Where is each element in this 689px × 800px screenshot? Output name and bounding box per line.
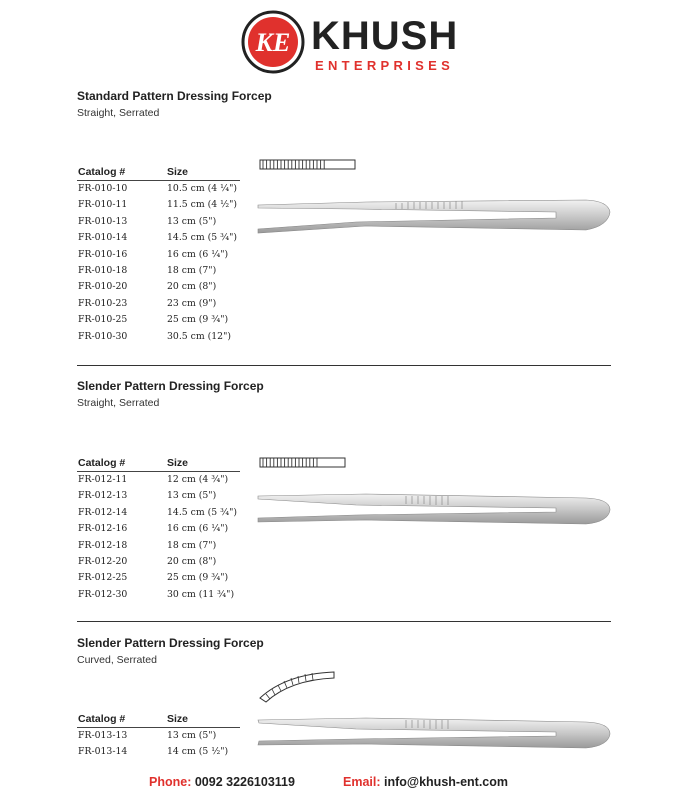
- footer-phone: [149, 775, 295, 789]
- table-header-row: [77, 457, 240, 472]
- table-row: [77, 744, 240, 760]
- catalog-number: FR-012-30: [78, 588, 128, 600]
- catalog-table-1: [77, 166, 240, 345]
- table-row: [77, 247, 240, 263]
- size-value: 25 cm (9 ¾"): [167, 314, 229, 326]
- catalog-number: FR-010-18: [78, 265, 128, 277]
- catalog-number: FR-010-10: [78, 183, 128, 194]
- catalog-table-3: [77, 713, 240, 761]
- section-1-subtitle: Straight, Serrated: [77, 107, 160, 119]
- phone-label: Phone:: [149, 775, 192, 789]
- catalog-number: FR-010-25: [78, 314, 128, 326]
- table-row: [77, 728, 240, 745]
- table-row: [77, 279, 240, 295]
- size-value: 13 cm (5"): [167, 730, 217, 741]
- email-label: Email:: [343, 775, 381, 789]
- size-value: 16 cm (6 ¼"): [167, 523, 229, 535]
- size-value: 20 cm (8"): [167, 556, 217, 568]
- table-row: [77, 214, 240, 230]
- size-column-header: Size: [166, 457, 240, 472]
- table-row: [77, 263, 240, 279]
- catalog-number: FR-012-16: [78, 523, 128, 535]
- table-row: [77, 570, 240, 586]
- catalog-column-header: Catalog #: [77, 713, 166, 728]
- section-2-title: Slender Pattern Dressing Forcep: [77, 379, 264, 393]
- table-row: [77, 505, 240, 521]
- catalog-number: FR-012-14: [78, 506, 128, 518]
- catalog-number: FR-012-11: [78, 474, 128, 485]
- section-3-title: Slender Pattern Dressing Forcep: [77, 636, 264, 650]
- table-row: [77, 197, 240, 213]
- catalog-number: FR-013-14: [78, 746, 128, 758]
- section-1-title: Standard Pattern Dressing Forcep: [77, 89, 272, 103]
- table-header-row: [77, 166, 240, 181]
- size-value: 30 cm (11 ¾"): [167, 588, 235, 600]
- size-value: 14.5 cm (5 ¾"): [167, 232, 238, 244]
- section-2-subtitle: Straight, Serrated: [77, 397, 160, 409]
- catalog-number: FR-012-25: [78, 572, 128, 584]
- brand-subtitle: ENTERPRISES: [315, 58, 455, 73]
- table-row: [77, 488, 240, 504]
- size-value: 16 cm (6 ¼"): [167, 248, 229, 260]
- catalog-table-2: [77, 457, 240, 603]
- catalog-number: FR-010-23: [78, 297, 128, 309]
- size-value: 13 cm (5"): [167, 215, 217, 227]
- brand-name: KHUSH: [311, 14, 459, 58]
- forcep-straight-illustration: [256, 196, 614, 240]
- size-value: 25 cm (9 ¾"): [167, 572, 229, 584]
- size-value: 10.5 cm (4 ¼"): [167, 183, 238, 194]
- catalog-number: FR-010-11: [78, 199, 128, 211]
- size-value: 14.5 cm (5 ¾"): [167, 506, 238, 518]
- catalog-number: FR-010-30: [78, 330, 128, 342]
- table-row: [77, 296, 240, 312]
- size-value: 13 cm (5"): [167, 490, 217, 502]
- size-value: 30.5 cm (12"): [167, 330, 231, 342]
- size-value: 14 cm (5 ½"): [167, 746, 229, 758]
- table-row: [77, 554, 240, 570]
- forcep-curved-illustration: [256, 712, 614, 754]
- jaw-detail-icon: [258, 158, 358, 172]
- email-link[interactable]: info@khush-ent.com: [384, 775, 508, 789]
- catalog-number: FR-012-13: [78, 490, 128, 502]
- size-value: 11.5 cm (4 ½"): [167, 199, 238, 211]
- section-divider: [77, 621, 611, 622]
- phone-number[interactable]: 0092 3226103119: [194, 775, 295, 789]
- catalog-number: FR-010-20: [78, 281, 128, 293]
- curved-jaw-detail-icon: [256, 668, 340, 704]
- table-row: [77, 181, 240, 198]
- table-row: [77, 538, 240, 554]
- size-value: 20 cm (8"): [167, 281, 217, 293]
- catalog-number: FR-013-13: [78, 730, 128, 741]
- catalog-number: FR-012-20: [78, 556, 128, 568]
- catalog-column-header: Catalog #: [77, 166, 166, 181]
- jaw-detail-icon: [258, 456, 348, 470]
- section-divider: [77, 365, 611, 366]
- section-3-subtitle: Curved, Serrated: [77, 654, 157, 666]
- catalog-number: FR-012-18: [78, 539, 128, 551]
- catalog-number: FR-010-14: [78, 232, 128, 244]
- logo-emblem-icon: [241, 10, 305, 74]
- table-row: [77, 329, 240, 345]
- table-header-row: [77, 713, 240, 728]
- table-row: [77, 312, 240, 328]
- catalog-column-header: Catalog #: [77, 457, 166, 472]
- table-row: [77, 230, 240, 246]
- size-column-header: Size: [166, 166, 240, 181]
- logo-monogram: KE: [255, 28, 291, 57]
- size-value: 23 cm (9"): [167, 297, 217, 309]
- size-value: 18 cm (7"): [167, 539, 217, 551]
- table-row: [77, 521, 240, 537]
- size-value: 18 cm (7"): [167, 265, 217, 277]
- catalog-number: FR-010-16: [78, 248, 128, 260]
- catalog-number: FR-010-13: [78, 215, 128, 227]
- size-value: 12 cm (4 ¾"): [167, 474, 229, 485]
- footer-email: [343, 775, 508, 789]
- table-row: [77, 472, 240, 489]
- size-column-header: Size: [166, 713, 240, 728]
- table-row: [77, 587, 240, 603]
- forcep-slender-illustration: [256, 488, 614, 530]
- brand-logo: [241, 10, 459, 78]
